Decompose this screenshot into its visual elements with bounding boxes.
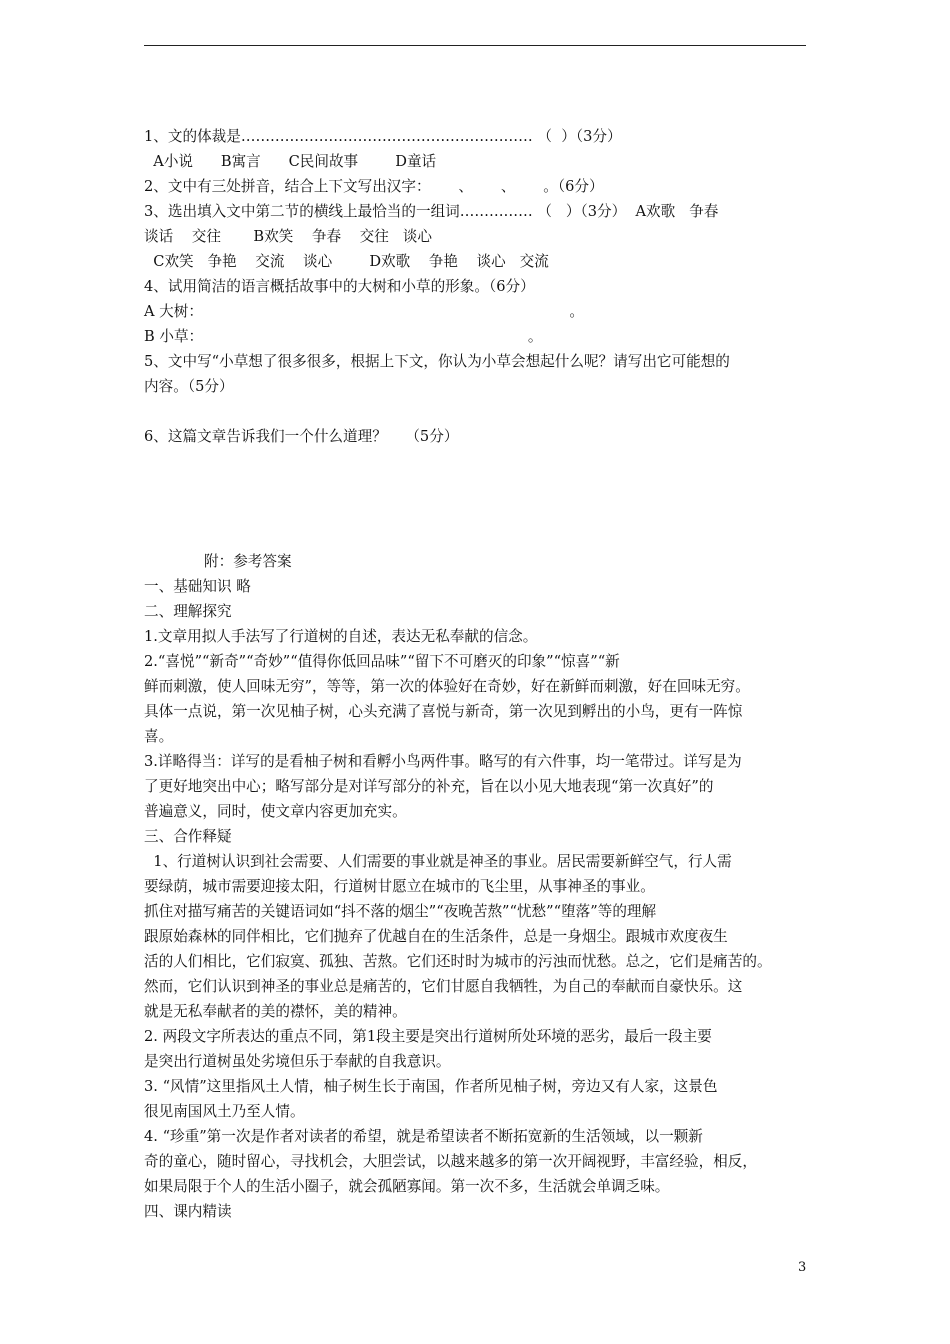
explain-1-line-1: 1、行道树认识到社会需要、人们需要的事业就是神圣的事业。居民需要新鲜空气，行人需 <box>144 853 732 870</box>
answer-1: 1.文章用拟人手法写了行道树的自述，表达无私奉献的信念。 <box>144 628 538 645</box>
answer-2-line-3: 具体一点说，第一次见柚子树，心头充满了喜悦与新奇，第一次见到孵出的小鸟，更有一阵惊 <box>144 703 743 720</box>
explain-1-line-6: 然而，它们认识到神圣的事业总是痛苦的，它们甘愿自我牺牲，为自己的奉献而自豪快乐。这 <box>144 978 743 995</box>
question-6: 6、这篇文章告诉我们一个什么道理？ （5分） <box>144 428 459 445</box>
header-rule <box>144 45 806 46</box>
question-1: 1、文的体裁是…………………………………………………… （ ）（3分） <box>144 128 622 145</box>
section-2-heading: 二、理解探究 <box>144 603 232 620</box>
explain-4-line-1: 4. “珍重”第一次是作者对读者的希望，就是希望读者不断拓宽新的生活领域，以一颗新 <box>144 1128 703 1145</box>
question-3: 3、选出填入文中第二节的横线上最恰当的一组词…………… （ ）（3分） A欢歌 争春 <box>144 203 719 220</box>
explain-2-line-1: 2. 两段文字所表达的重点不同，第1段主要是突出行道树所处环境的恶劣，最后一段主要 <box>144 1028 712 1045</box>
question-3-continued: 谈话 交往 B欢笑 争春 交往 谈心 <box>144 228 432 245</box>
answer-3-line-2: 了更好地突出中心；略写部分是对详写部分的补充，旨在以小见大地表现“第一次真好”的 <box>144 778 714 795</box>
explain-1-line-4: 跟原始森林的同伴相比，它们抛弃了优越自在的生活条件，总是一身烟尘。跟城市欢度夜生 <box>144 928 728 945</box>
answers-title: 附：参考答案 <box>204 553 292 570</box>
question-3-options: C欢笑 争艳 交流 谈心 D欢歌 争艳 谈心 交流 <box>144 253 549 270</box>
explain-1-line-2: 要绿荫，城市需要迎接太阳，行道树甘愿立在城市的飞尘里，从事神圣的事业。 <box>144 878 655 895</box>
explain-2-line-2: 是突出行道树虽处劣境但乐于奉献的自我意识。 <box>144 1053 451 1070</box>
explain-1-line-5: 活的人们相比，它们寂寞、孤独、苦熬。它们还时时为城市的污浊而忧愁。总之，它们是痛苦的。 <box>144 953 772 970</box>
question-5: 5、文中写“小草想了很多很多，根据上下文，你认为小草会想起什么呢？请写出它可能想的 <box>144 353 730 370</box>
answer-2-line-1: 2.“喜悦”“新奇”“奇妙”“值得你低回品味”“留下不可磨灭的印象”“惊喜”“新 <box>144 653 620 670</box>
answer-3-line-3: 普遍意义，同时，使文章内容更加充实。 <box>144 803 407 820</box>
explain-3-line-2: 很见南国风土乃至人情。 <box>144 1103 305 1120</box>
question-4: 4、试用简洁的语言概括故事中的大树和小草的形象。（6分） <box>144 278 535 295</box>
question-4-b: B 小草： 。 <box>144 328 543 345</box>
explain-4-line-3: 如果局限于个人的生活小圈子，就会孤陋寡闻。第一次不多，生活就会单调乏味。 <box>144 1178 670 1195</box>
question-1-options: A小说 B寓言 C民间故事 D童话 <box>144 153 437 170</box>
question-4-a: A 大树： 。 <box>144 303 585 320</box>
section-4-heading: 四、课内精读 <box>144 1203 232 1220</box>
section-1-heading: 一、基础知识 略 <box>144 578 251 595</box>
explain-1-line-3: 抓住对描写痛苦的关键语词如“抖不落的烟尘”“夜晚苦熬”“忧愁”“堕落”等的理解 <box>144 903 657 920</box>
page-number: 3 <box>798 1260 807 1275</box>
answer-2-line-4: 喜。 <box>144 728 174 745</box>
question-5-continued: 内容。（5分） <box>144 378 234 395</box>
explain-4-line-2: 奇的童心，随时留心，寻找机会，大胆尝试，以越来越多的第一次开阔视野，丰富经验，相反， <box>144 1153 757 1170</box>
answer-3-line-1: 3.详略得当：详写的是看柚子树和看孵小鸟两件事。略写的有六件事，均一笔带过。详写是为 <box>144 753 742 770</box>
explain-1-line-7: 就是无私奉献者的美的襟怀，美的精神。 <box>144 1003 407 1020</box>
section-3-heading: 三、合作释疑 <box>144 828 232 845</box>
explain-3-line-1: 3. “风情”这里指风土人情，柚子树生长于南国，作者所见柚子树，旁边又有人家，这景色 <box>144 1078 718 1095</box>
answer-2-line-2: 鲜而刺激，使人回味无穷”，等等，第一次的体验好在奇妙，好在新鲜而刺激，好在回味无穷。 <box>144 678 750 695</box>
question-2: 2、文中有三处拼音，结合上下文写出汉字： 、 、 。（6分） <box>144 178 604 195</box>
